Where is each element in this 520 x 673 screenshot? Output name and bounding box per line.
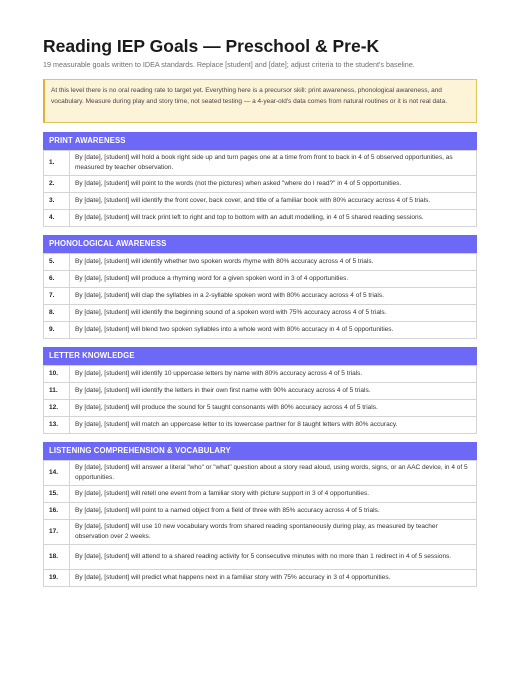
goal-text: By [date], [student] will retell one event from a familiar story with picture support in 3 of 4 opportunities. bbox=[70, 486, 477, 503]
goal-number: 13. bbox=[44, 417, 70, 434]
goal-text: By [date], [student] will produce a rhyming word for a given spoken word in 3 of 4 opportunities. bbox=[70, 271, 477, 288]
goal-row bbox=[44, 417, 477, 434]
goal-row bbox=[44, 366, 477, 383]
goal-text: By [date], [student] will attend to a shared reading activity for 5 consecutive minutes with no more than 1 redirect in 4 of 5 sessions. bbox=[70, 545, 477, 570]
goals-table-letter-knowledge bbox=[43, 365, 477, 434]
goal-text: By [date], [student] will predict what happens next in a familiar story with 75% accuracy in 3 of 4 opportunities. bbox=[70, 570, 477, 587]
goal-number: 4. bbox=[44, 210, 70, 227]
goal-number: 6. bbox=[44, 271, 70, 288]
goals-table-print-awareness bbox=[43, 150, 477, 227]
goal-text: By [date], [student] will answer a literal "who" or "what" question about a story read aloud, using words, signs, or an AAC device, in 4 of 5 opportunities. bbox=[70, 461, 477, 486]
goal-number: 18. bbox=[44, 545, 70, 570]
goal-row bbox=[44, 486, 477, 503]
goal-text: By [date], [student] will use 10 new vocabulary words from shared reading spontaneously during play, as measured by teacher observation over 2 weeks. bbox=[70, 520, 477, 545]
goals-table-phonological-awareness bbox=[43, 253, 477, 339]
goal-row bbox=[44, 288, 477, 305]
goal-row bbox=[44, 545, 477, 570]
page-subtitle: 19 measurable goals written to IDEA standards. Replace [student] and [date]; adjust criteria to the student's baseline. bbox=[43, 60, 415, 69]
info-callout: At this level there is no oral reading rate to target yet. Everything here is a precursor skill: print awareness, phonological awareness, and vocabulary. Measure during play and story time, not seated testing — a 4-year-old's data comes from natural routines or it is not real data. bbox=[43, 79, 477, 123]
goal-row bbox=[44, 520, 477, 545]
goal-row bbox=[44, 383, 477, 400]
goal-row bbox=[44, 193, 477, 210]
goal-number: 19. bbox=[44, 570, 70, 587]
goal-row bbox=[44, 400, 477, 417]
goal-row bbox=[44, 322, 477, 339]
goal-row bbox=[44, 151, 477, 176]
goal-row bbox=[44, 503, 477, 520]
section-header-listening-comprehension: LISTENING COMPREHENSION & VOCABULARY bbox=[43, 442, 477, 460]
goal-number: 10. bbox=[44, 366, 70, 383]
goal-row bbox=[44, 271, 477, 288]
goal-number: 15. bbox=[44, 486, 70, 503]
goal-number: 17. bbox=[44, 520, 70, 545]
goal-text: By [date], [student] will clap the syllables in a 2-syllable spoken word with 80% accuracy across 4 of 5 trials. bbox=[70, 288, 477, 305]
goal-number: 7. bbox=[44, 288, 70, 305]
goal-row bbox=[44, 210, 477, 227]
goal-text: By [date], [student] will identify the front cover, back cover, and title of a familiar book with 80% accuracy across 4 of 5 trials. bbox=[70, 193, 477, 210]
goal-row bbox=[44, 254, 477, 271]
goal-number: 11. bbox=[44, 383, 70, 400]
goal-text: By [date], [student] will point to the words (not the pictures) when asked "where do I read?" in 4 of 5 opportunities. bbox=[70, 176, 477, 193]
goal-row bbox=[44, 305, 477, 322]
goal-text: By [date], [student] will blend two spoken syllables into a whole word with 80% accuracy in 4 of 5 opportunities. bbox=[70, 322, 477, 339]
goal-text: By [date], [student] will hold a book right side up and turn pages one at a time from front to back in 4 of 5 observed opportunities, as measured by teacher observation. bbox=[70, 151, 477, 176]
goal-number: 3. bbox=[44, 193, 70, 210]
goal-text: By [date], [student] will produce the sound for 5 taught consonants with 80% accuracy across 4 of 5 trials. bbox=[70, 400, 477, 417]
goal-text: By [date], [student] will match an uppercase letter to its lowercase partner for 8 taught letters with 80% accuracy. bbox=[70, 417, 477, 434]
goal-text: By [date], [student] will identify the beginning sound of a spoken word with 75% accuracy across 4 of 5 trials. bbox=[70, 305, 477, 322]
goals-table-listening-comprehension bbox=[43, 460, 477, 587]
goal-number: 8. bbox=[44, 305, 70, 322]
goal-text: By [date], [student] will identify 10 uppercase letters by name with 80% accuracy across 4 of 5 trials. bbox=[70, 366, 477, 383]
goal-row bbox=[44, 570, 477, 587]
page-title: Reading IEP Goals — Preschool & Pre-K bbox=[43, 36, 380, 56]
goal-row bbox=[44, 461, 477, 486]
section-header-print-awareness: PRINT AWARENESS bbox=[43, 132, 477, 150]
goal-number: 1. bbox=[44, 151, 70, 176]
goal-text: By [date], [student] will identify the letters in their own first name with 90% accuracy across 4 of 5 trials. bbox=[70, 383, 477, 400]
goal-text: By [date], [student] will identify whether two spoken words rhyme with 80% accuracy across 4 of 5 trials. bbox=[70, 254, 477, 271]
goal-number: 2. bbox=[44, 176, 70, 193]
goal-text: By [date], [student] will track print left to right and top to bottom with an adult modelling, in 4 of 5 shared reading sessions. bbox=[70, 210, 477, 227]
goal-number: 16. bbox=[44, 503, 70, 520]
section-header-letter-knowledge: LETTER KNOWLEDGE bbox=[43, 347, 477, 365]
goal-text: By [date], [student] will point to a named object from a field of three with 85% accuracy across 4 of 5 trials. bbox=[70, 503, 477, 520]
goal-number: 12. bbox=[44, 400, 70, 417]
goal-number: 9. bbox=[44, 322, 70, 339]
goal-number: 14. bbox=[44, 461, 70, 486]
goal-number: 5. bbox=[44, 254, 70, 271]
section-header-phonological-awareness: PHONOLOGICAL AWARENESS bbox=[43, 235, 477, 253]
goal-row bbox=[44, 176, 477, 193]
